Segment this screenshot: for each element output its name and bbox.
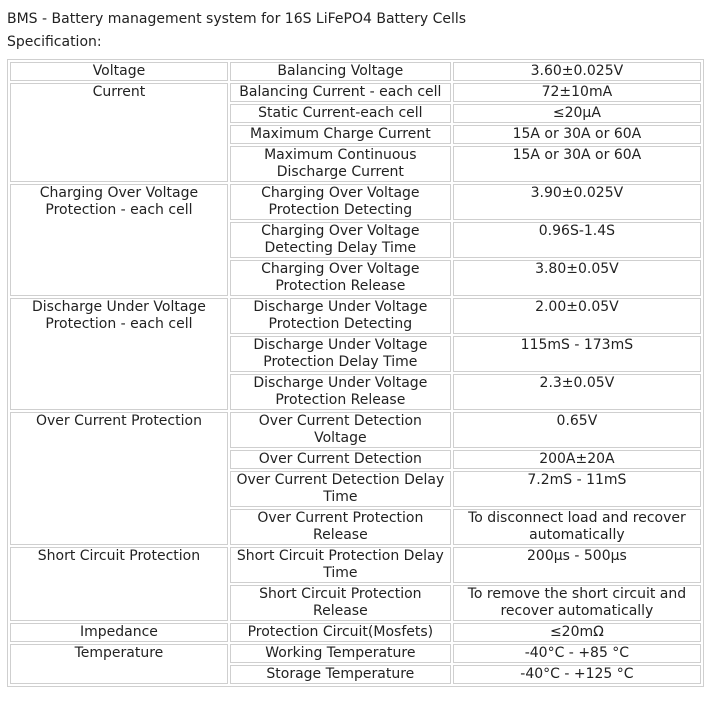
page-title: BMS - Battery management system for 16S LiFePO4 Battery Cells (7, 11, 467, 27)
table-row (10, 547, 701, 583)
table-row (10, 412, 701, 448)
parameter-cell: Discharge Under Voltage Protection Release (230, 374, 451, 410)
group-label: Impedance (10, 623, 228, 642)
value-cell: 2.00±0.05V (453, 298, 701, 334)
value-cell: 15A or 30A or 60A (453, 125, 701, 144)
value-cell: 200μs - 500μs (453, 547, 701, 583)
group-label: Discharge Under Voltage Protection - each cell (10, 298, 228, 410)
value-cell: 0.65V (453, 412, 701, 448)
parameter-cell: Balancing Voltage (230, 62, 451, 81)
parameter-cell: Protection Circuit(Mosfets) (230, 623, 451, 642)
value-cell: 3.80±0.05V (453, 260, 701, 296)
specification-table (7, 59, 704, 687)
value-cell: 7.2mS - 11mS (453, 471, 701, 507)
parameter-cell: Static Current-each cell (230, 104, 451, 123)
value-cell: 115mS - 173mS (453, 336, 701, 372)
parameter-cell: Short Circuit Protection Release (230, 585, 451, 621)
group-label: Short Circuit Protection (10, 547, 228, 621)
parameter-cell: Storage Temperature (230, 665, 451, 684)
parameter-cell: Over Current Detection (230, 450, 451, 469)
table-row (10, 184, 701, 220)
parameter-cell: Charging Over Voltage Protection Release (230, 260, 451, 296)
value-cell: 15A or 30A or 60A (453, 146, 701, 182)
parameter-cell: Short Circuit Protection Delay Time (230, 547, 451, 583)
parameter-cell: Maximum Continuous Discharge Current (230, 146, 451, 182)
table-row (10, 83, 701, 102)
specification-table-body (10, 62, 701, 684)
parameter-cell: Charging Over Voltage Protection Detecting (230, 184, 451, 220)
group-label: Over Current Protection (10, 412, 228, 545)
group-label: Current (10, 83, 228, 182)
specification-heading: Specification: (7, 34, 102, 50)
value-cell: 3.90±0.025V (453, 184, 701, 220)
table-row (10, 298, 701, 334)
parameter-cell: Balancing Current - each cell (230, 83, 451, 102)
value-cell: ≤20μA (453, 104, 701, 123)
value-cell: 3.60±0.025V (453, 62, 701, 81)
table-row (10, 623, 701, 642)
parameter-cell: Discharge Under Voltage Protection Delay Time (230, 336, 451, 372)
value-cell: 72±10mA (453, 83, 701, 102)
value-cell: To remove the short circuit and recover automatically (453, 585, 701, 621)
group-label: Voltage (10, 62, 228, 81)
parameter-cell: Discharge Under Voltage Protection Detecting (230, 298, 451, 334)
group-label: Temperature (10, 644, 228, 684)
group-label: Charging Over Voltage Protection - each cell (10, 184, 228, 296)
parameter-cell: Over Current Protection Release (230, 509, 451, 545)
parameter-cell: Maximum Charge Current (230, 125, 451, 144)
parameter-cell: Charging Over Voltage Detecting Delay Time (230, 222, 451, 258)
value-cell: -40°C - +125 °C (453, 665, 701, 684)
table-row (10, 644, 701, 663)
value-cell: 0.96S-1.4S (453, 222, 701, 258)
value-cell: To disconnect load and recover automatically (453, 509, 701, 545)
value-cell: ≤20mΩ (453, 623, 701, 642)
value-cell: 200A±20A (453, 450, 701, 469)
parameter-cell: Working Temperature (230, 644, 451, 663)
parameter-cell: Over Current Detection Delay Time (230, 471, 451, 507)
value-cell: -40°C - +85 °C (453, 644, 701, 663)
value-cell: 2.3±0.05V (453, 374, 701, 410)
parameter-cell: Over Current Detection Voltage (230, 412, 451, 448)
table-row (10, 62, 701, 81)
